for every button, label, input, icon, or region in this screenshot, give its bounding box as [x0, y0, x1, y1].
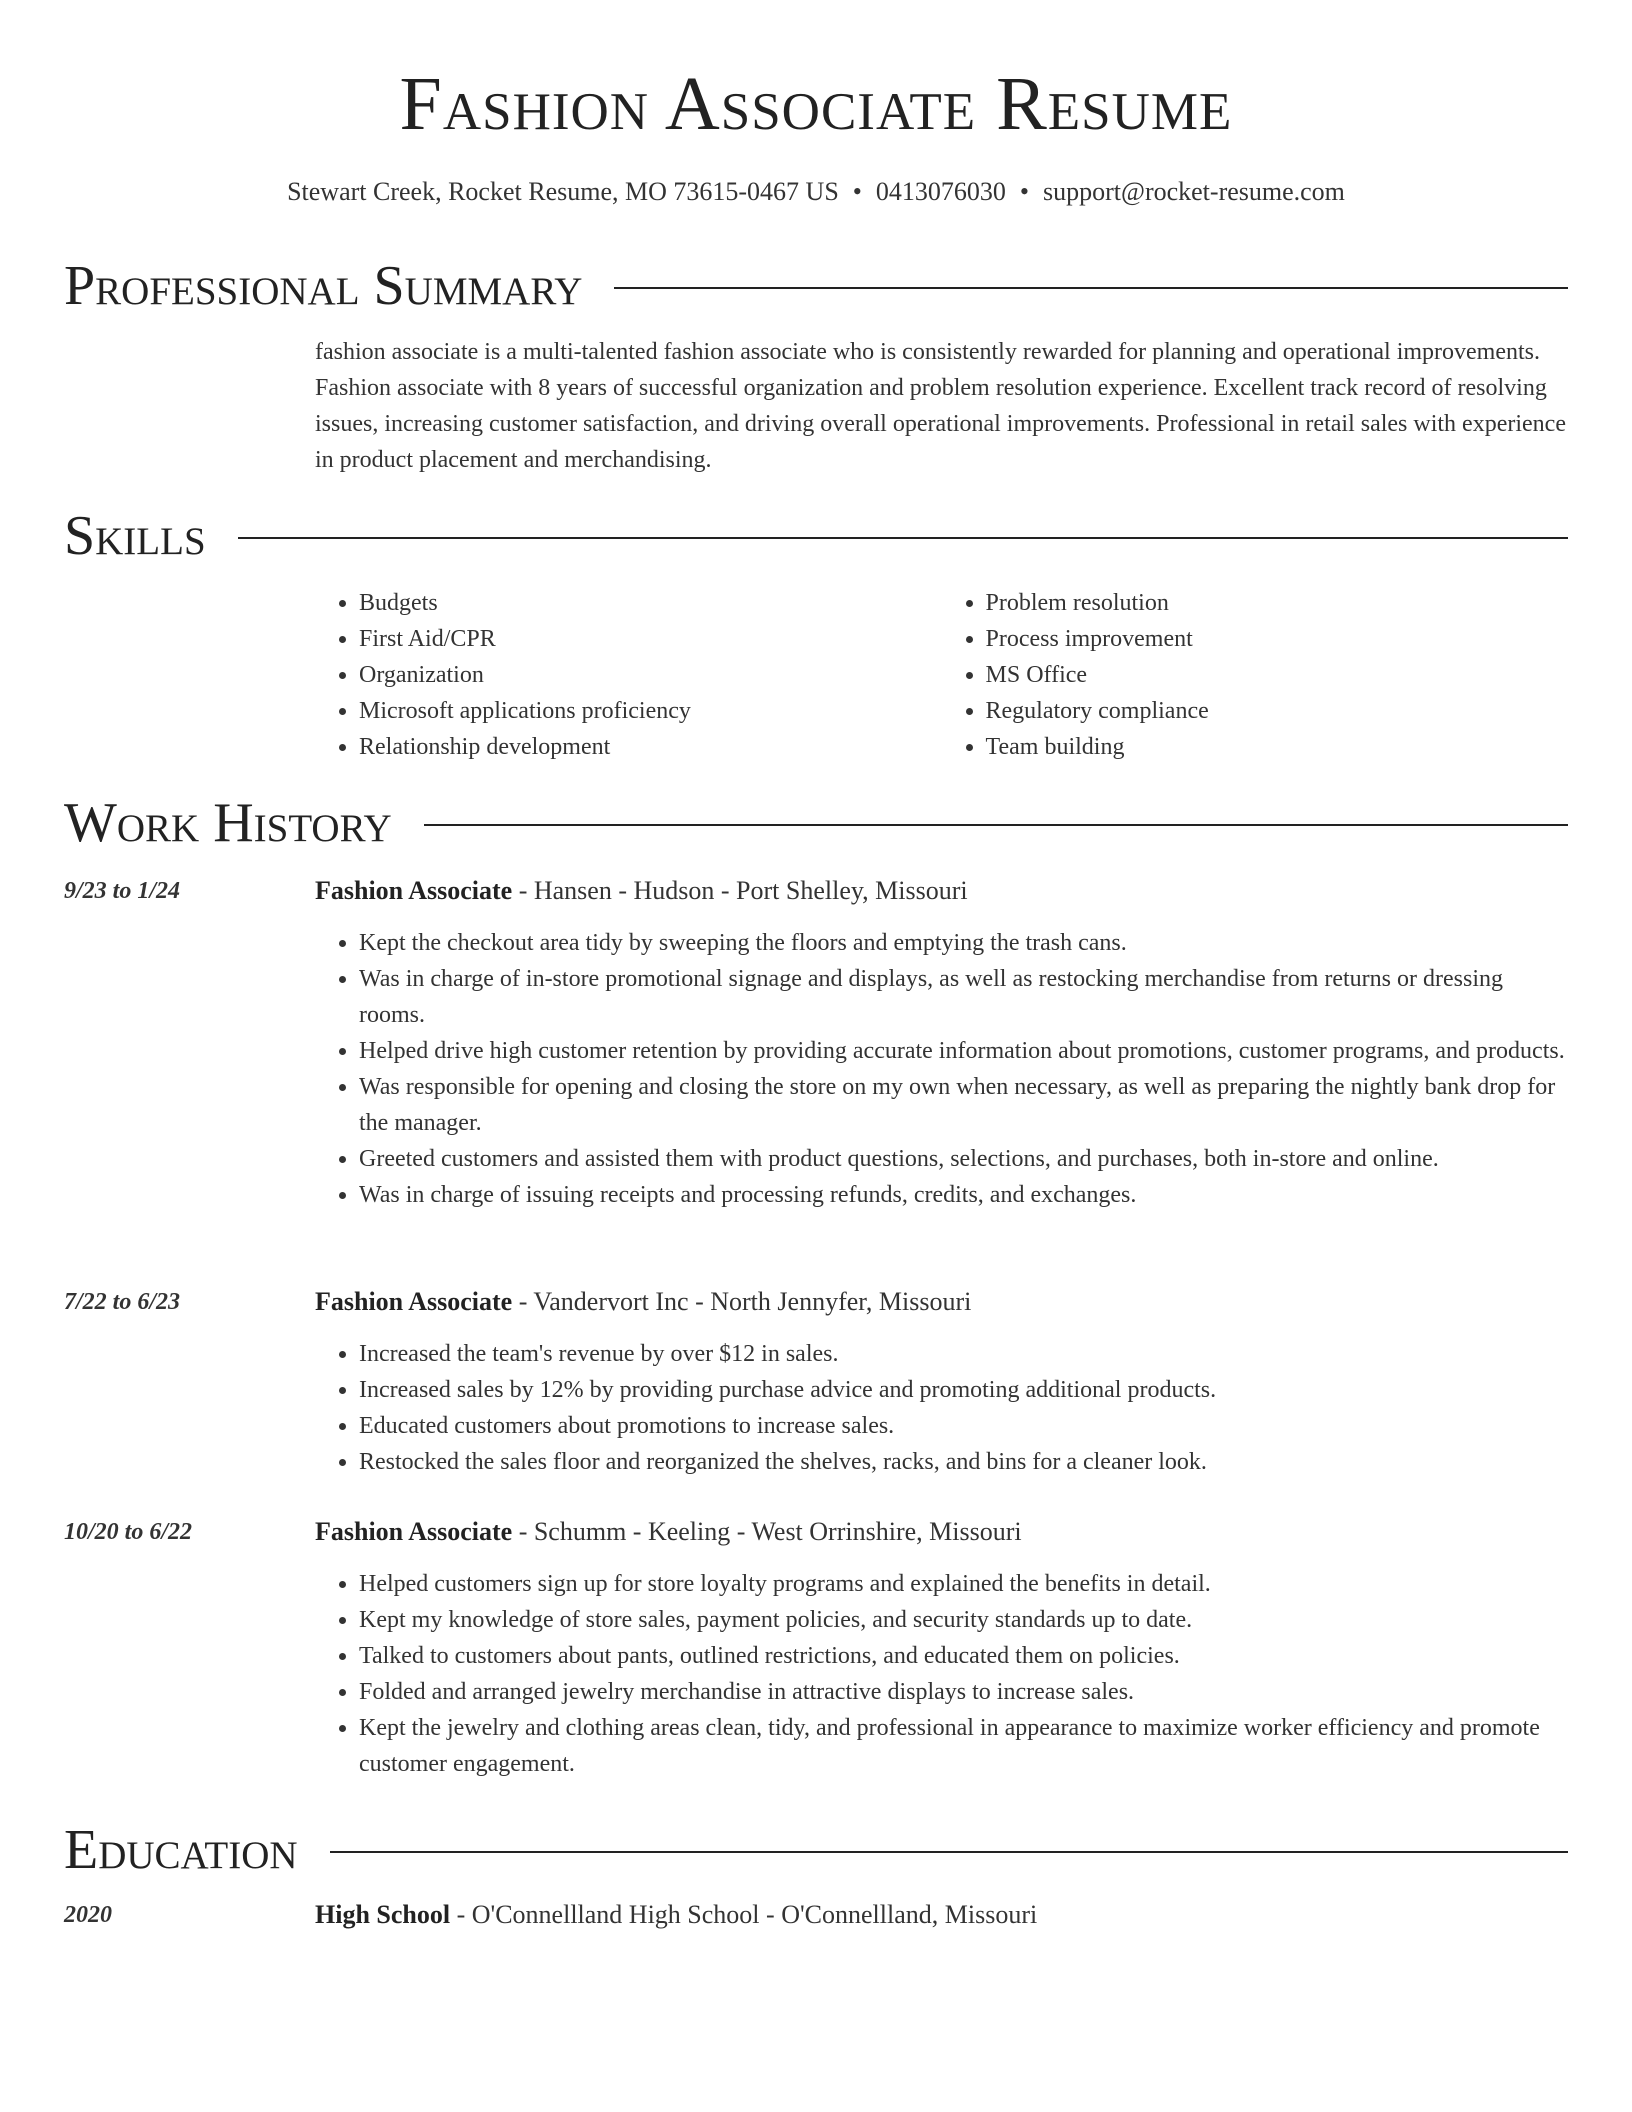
job-bullet: • Increased sales by 12% by providing purchase advice and promoting additional products. — [359, 1372, 1568, 1408]
skill-item: • Microsoft applications proficiency — [359, 693, 942, 729]
job-title: Fashion Associate — [315, 1517, 513, 1546]
education-entry — [315, 1897, 1568, 1949]
job-dates: 10/20 to 6/22 — [64, 1519, 193, 1545]
skill-item: • MS Office — [986, 657, 1569, 693]
education-degree: High School — [315, 1900, 451, 1929]
job-heading — [315, 1514, 1568, 1550]
contact-separator: • — [1019, 177, 1029, 206]
job-title: Fashion Associate — [315, 1287, 513, 1316]
job-dates: 7/22 to 6/23 — [64, 1289, 181, 1315]
job-bullet: • Was in charge of in-store promotional signage and displays, as well as restocking merchandise from returns or dressing rooms. — [359, 961, 1568, 1033]
education-section-header — [64, 1817, 1568, 1883]
summary-body — [315, 334, 1568, 478]
job-entry — [315, 1514, 1568, 1782]
skill-item: • Organization — [359, 657, 942, 693]
job-bullet: • Kept the checkout area tidy by sweeping the floors and emptying the trash cans. — [359, 925, 1568, 961]
job-bullet: • Greeted customers and assisted them with product questions, selections, and purchases, both in-store and online. — [359, 1141, 1568, 1177]
job-bullets — [315, 1566, 1568, 1782]
work-heading: Work History — [64, 792, 392, 854]
skills-list — [315, 585, 1568, 765]
skill-item: • Problem resolution — [986, 585, 1569, 621]
job-heading — [315, 1284, 1568, 1320]
section-divider — [424, 824, 1568, 826]
summary-text: fashion associate is a multi-talented fashion associate who is consistently rewarded for planning and operational improvements. Fashion associate with 8 years of successful organization and problem resolution experience. Excellent track record of resolving issues, increasing customer satisfaction, and driving overall operational improvements. Professional in retail sales with experience in product placement and merchandising. — [315, 339, 1566, 473]
job-bullet: • Helped customers sign up for store loyalty programs and explained the benefits in detail. — [359, 1566, 1568, 1602]
contact-email: support@rocket-resume.com — [1043, 177, 1345, 206]
job-bullet: • Folded and arranged jewelry merchandise in attractive displays to increase sales. — [359, 1674, 1568, 1710]
contact-address: Stewart Creek, Rocket Resume, MO 73615-0467 US — [287, 177, 839, 206]
job-employer: - Schumm - Keeling - West Orrinshire, Missouri — [512, 1517, 1022, 1546]
job-title: Fashion Associate — [315, 876, 513, 905]
job-bullets — [315, 1336, 1568, 1480]
job-bullet: • Was responsible for opening and closing the store on my own when necessary, as well as preparing the nightly bank drop for the manager. — [359, 1069, 1568, 1141]
contact-phone: 0413076030 — [875, 177, 1006, 206]
summary-section-header — [64, 253, 1568, 319]
job-employer: - Hansen - Hudson - Port Shelley, Missouri — [512, 876, 968, 905]
job-bullet: • Kept my knowledge of store sales, payment policies, and security standards up to date. — [359, 1602, 1568, 1638]
summary-heading: Professional Summary — [64, 255, 583, 317]
skill-item: • Regulatory compliance — [986, 693, 1569, 729]
resume-title: Fashion Associate Resume — [399, 62, 1233, 146]
section-divider — [238, 537, 1568, 539]
skills-section-header — [64, 503, 1568, 569]
job-bullet: • Restocked the sales floor and reorganized the shelves, racks, and bins for a cleaner look. — [359, 1444, 1568, 1480]
job-bullet: • Helped drive high customer retention by providing accurate information about promotions, customer programs, and products. — [359, 1033, 1568, 1069]
job-entry — [315, 873, 1568, 1213]
job-bullet: • Increased the team's revenue by over $12 in sales. — [359, 1336, 1568, 1372]
skills-column-right — [942, 585, 1569, 765]
contact-line — [64, 174, 1568, 210]
skill-item: • First Aid/CPR — [359, 621, 942, 657]
job-employer: - Vandervort Inc - North Jennyfer, Missouri — [512, 1287, 972, 1316]
skill-item: • Process improvement — [986, 621, 1569, 657]
contact-separator: • — [852, 177, 862, 206]
job-bullet: • Educated customers about promotions to increase sales. — [359, 1408, 1568, 1444]
skill-item: • Budgets — [359, 585, 942, 621]
skill-item: • Team building — [986, 729, 1569, 765]
job-bullet: • Was in charge of issuing receipts and processing refunds, credits, and exchanges. — [359, 1177, 1568, 1213]
job-entry — [315, 1284, 1568, 1480]
job-heading — [315, 873, 1568, 909]
skill-item: • Relationship development — [359, 729, 942, 765]
job-bullet: • Talked to customers about pants, outlined restrictions, and educated them on policies. — [359, 1638, 1568, 1674]
education-heading: Education — [64, 1819, 298, 1881]
education-school: - O'Connellland High School - O'Connellland, Missouri — [450, 1900, 1038, 1929]
skills-heading: Skills — [64, 505, 206, 567]
section-divider — [614, 287, 1568, 289]
section-divider — [330, 1851, 1568, 1853]
job-bullet: • Kept the jewelry and clothing areas clean, tidy, and professional in appearance to maximize worker efficiency and promote customer engagement. — [359, 1710, 1568, 1782]
job-dates: 9/23 to 1/24 — [64, 878, 181, 904]
skills-column-left — [315, 585, 942, 765]
job-bullets — [315, 925, 1568, 1213]
work-section-header — [64, 790, 1568, 856]
education-heading-line — [315, 1897, 1568, 1933]
education-year: 2020 — [64, 1902, 112, 1928]
